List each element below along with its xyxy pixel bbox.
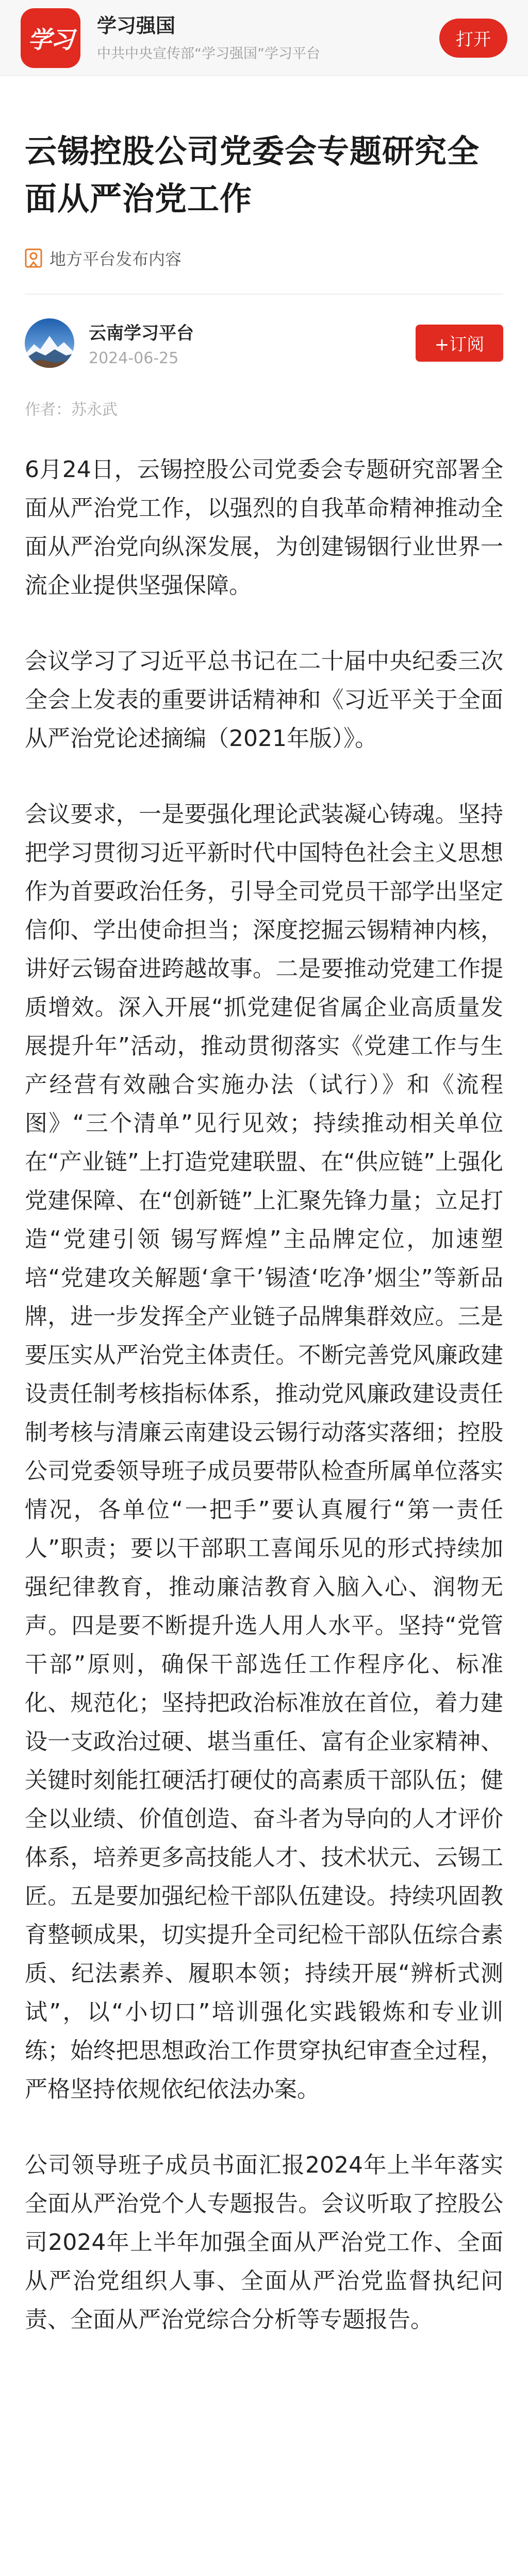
author-name[interactable]: 云南学习平台 [89,323,194,344]
app-logo[interactable]: 学习 [21,8,80,68]
app-info [97,13,439,62]
byline: 作者：苏永武 [25,400,118,419]
article-title: 云锡控股公司党委会专题研究全面从严治党工作 [25,132,480,217]
avatar[interactable] [25,318,74,368]
article-body [25,450,503,2340]
paragraph: 公司领导班子成员书面汇报2024年上半年落实全面从严治党个人专题报告。会议听取了控股公司2024年上半年加强全面从严治党工作、全面从严治党组织人事、全面从严治党监督执纪问责、全面从严治党综合分析等专题报告。 [25,2152,503,2333]
paragraph: 6月24日，云锡控股公司党委会专题研究部署全面从严治党工作，以强烈的自我革命精神推动全面从严治党向纵深发展，为创建锡铟行业世界一流企业提供坚强保障。 [25,456,503,599]
author-info [89,319,416,367]
source-tag-label: 地方平台发布内容 [50,249,182,269]
app-banner [0,0,528,76]
mountain-landscape-avatar-icon [25,318,74,368]
author-row [25,318,503,368]
article [0,128,528,2339]
open-app-button[interactable]: 打开 [439,19,507,58]
app-description: 中共中央宣传部“学习强国”学习平台 [97,45,320,62]
app-name: 学习强国 [97,14,176,38]
publish-date: 2024-06-25 [89,349,179,367]
paragraph: 会议学习了习近平总书记在二十届中央纪委三次全会上发表的重要讲话精神和《习近平关于全面从严治党论述摘编（2021年版）》。 [25,648,503,752]
document-tag-icon [25,248,42,268]
divider [25,294,503,295]
subscribe-button[interactable]: +订阅 [416,325,503,362]
paragraph: 会议要求，一是要强化理论武装凝心铸魂。坚持把学习贯彻习近平新时代中国特色社会主义思想作为首要政治任务，引导全司党员干部学出坚定信仰、学出使命担当；深度挖掘云锡精神内核，讲好云锡奋进跨越故事。二是要推动党建工作提质增效。深入开展“抓党建促省属企业高质量发展提升年”活动，推动贯彻落实《党建工作与生产经营有效融合实施办法（试行）》和《流程图》“三个清单”见行见效；持续推动相关单位在“产业链”上打造党建联盟、在“供应链”上强化党建保障、在“创新链”上汇聚先锋力量；立足打造“党建引领 锡写辉煌”主品牌定位，加速塑培“党建攻关解题‘拿干’锡渣‘吃净’烟尘”等新品牌，进一步发挥全产业链子品牌集群效应。三是要压实从严治党主体责任。不断完善党风廉政建设责任制考核指标体系，推动党风廉政建设责任制考核与清廉云南建设云锡行动落实落细；控股公司党委领导班子成员要带队检查所属单位落实情况，各单位“一把手”要认真履行“第一责任人”职责；要以干部职工喜闻乐见的形式持续加强纪律教育，推动廉洁教育入脑入心、润物无声。四是要不断提升选人用人水平。坚持“党管干部”原则，确保干部选任工作程序化、标准化、规范化；坚持把政治标准放在首位，着力建设一支政治过硬、堪当重任、富有企业家精神、关键时刻能扛硬活打硬仗的高素质干部队伍；健全以业绩、价值创造、奋斗者为导向的人才评价体系，培养更多高技能人才、技术状元、云锡工匠。五是要加强纪检干部队伍建设。持续巩固教育整顿成果，切实提升全司纪检干部队伍综合素质、纪法素养、履职本领；持续开展“辨析式测试”，以“小切口”培训强化实践锻炼和专业训练；始终把思想政治工作贯穿执纪审查全过程，严格坚持依规依纪依法办案。 [25,801,503,2103]
source-tag [25,246,503,270]
